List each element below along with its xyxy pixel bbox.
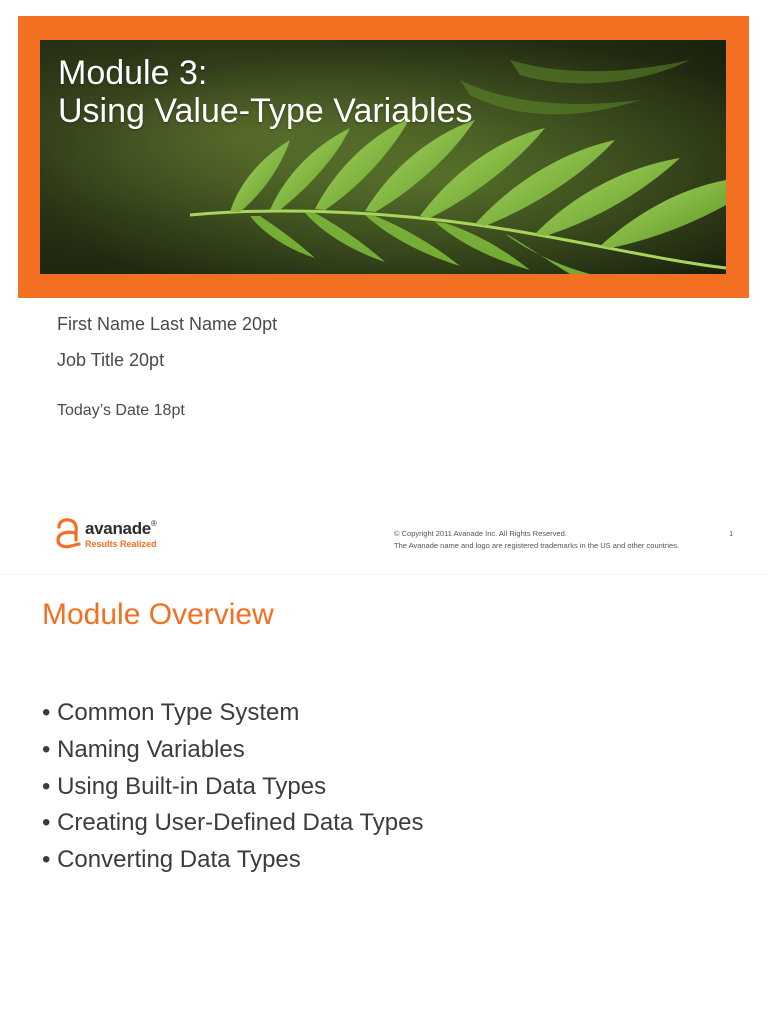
presenter-name: First Name Last Name 20pt: [57, 314, 278, 334]
trademark-notice: The Avanade name and logo are registered trademarks in the US and other countries.: [394, 541, 680, 550]
bullet-item: • Creating User-Defined Data Types: [42, 805, 423, 842]
job-title: Job Title 20pt: [57, 350, 165, 370]
module-title-line-2: Using Value-Type Variables: [58, 92, 473, 130]
copyright-notice: © Copyright 2011 Avanade Inc. All Rights Reserved.: [394, 529, 567, 538]
logo-wordmark: avanade®: [85, 519, 157, 538]
title-banner: [18, 16, 749, 298]
page-number: 1: [729, 529, 734, 538]
slide-divider: [0, 574, 768, 575]
logo-tagline: Results Realized: [85, 539, 157, 549]
overview-title: Module Overview: [42, 598, 274, 631]
avanade-logo: [55, 518, 175, 552]
bullet-item: • Converting Data Types: [42, 842, 423, 879]
module-title: [58, 54, 473, 130]
overview-bullet-list: [42, 695, 423, 879]
bullet-item: • Naming Variables: [42, 732, 423, 769]
presentation-date: Today’s Date 18pt: [57, 402, 185, 419]
bullet-item: • Common Type System: [42, 695, 423, 732]
avanade-logo-icon: [55, 518, 81, 550]
bullet-item: • Using Built-in Data Types: [42, 769, 423, 806]
fern-photo: [40, 40, 726, 274]
module-title-line-1: Module 3:: [58, 54, 208, 92]
